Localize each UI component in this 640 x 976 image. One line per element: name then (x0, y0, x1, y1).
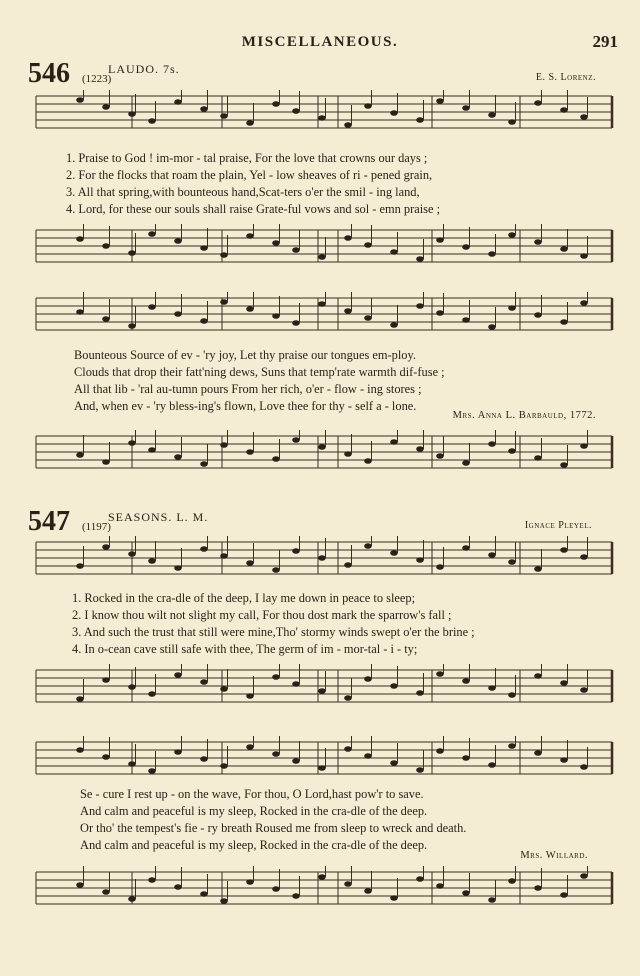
notehead (534, 455, 542, 461)
notehead (318, 765, 326, 771)
notehead (148, 231, 156, 237)
notehead (76, 747, 84, 753)
notehead (76, 882, 84, 888)
notehead (102, 677, 110, 683)
notehead (128, 551, 136, 557)
hymn-alt-number: (1197) (82, 521, 111, 533)
notehead (462, 317, 470, 323)
notehead (200, 245, 208, 251)
notehead (344, 746, 352, 752)
notehead (580, 300, 588, 306)
notehead (364, 103, 372, 109)
verse-line: Bounteous Source of ev - 'ry joy, Let thy praise our tongues em-ploy. (74, 348, 416, 362)
notehead (580, 554, 588, 560)
verse-line: 4. In o-cean cave still safe with thee, The germ of im - mor-tal - i - ty; (72, 642, 418, 656)
notehead (508, 448, 516, 454)
notehead (174, 672, 182, 678)
notehead (508, 119, 516, 125)
notehead (416, 256, 424, 262)
notehead (508, 305, 516, 311)
notehead (390, 550, 398, 556)
verse-line: 3. All that spring,with bounteous hand,Scat-ters o'er the smil - ing land, (66, 185, 420, 199)
notehead (462, 678, 470, 684)
notehead (272, 313, 280, 319)
notehead (580, 443, 588, 449)
notehead (462, 460, 470, 466)
author-credit: Mrs. Anna L. Barbauld, 1772. (452, 410, 596, 421)
notehead (534, 673, 542, 679)
notehead (102, 243, 110, 249)
notehead (246, 693, 254, 699)
notehead (102, 104, 110, 110)
verse-line: 1. Rocked in the cra-dle of the deep, I lay me down in peace to sleep; (72, 591, 416, 605)
notehead (148, 304, 156, 310)
notehead (488, 112, 496, 118)
notehead (416, 767, 424, 773)
notehead (364, 753, 372, 759)
treble-staff (0, 736, 640, 791)
notehead (174, 238, 182, 244)
verse-line: 4. Lord, for these our souls shall raise Grate-ful vows and sol - emn praise ; (66, 202, 441, 216)
notehead (390, 683, 398, 689)
hymn-number: 547 (28, 506, 70, 537)
notehead (148, 691, 156, 697)
notehead (390, 760, 398, 766)
notehead (128, 250, 136, 256)
treble-staff (0, 90, 640, 150)
notehead (102, 544, 110, 550)
notehead (364, 543, 372, 549)
notehead (318, 555, 326, 561)
notehead (148, 768, 156, 774)
notehead (292, 548, 300, 554)
notehead (292, 108, 300, 114)
notehead (390, 439, 398, 445)
notehead (436, 671, 444, 677)
notehead (272, 456, 280, 462)
notehead (580, 114, 588, 120)
notehead (436, 564, 444, 570)
notehead (148, 118, 156, 124)
notehead (220, 252, 228, 258)
notehead (344, 451, 352, 457)
notehead (436, 98, 444, 104)
notehead (272, 886, 280, 892)
notehead (416, 117, 424, 123)
notehead (344, 881, 352, 887)
bass-staff (0, 866, 640, 916)
notehead (488, 251, 496, 257)
notehead (128, 323, 136, 329)
verse-line: And calm and peaceful is my sleep, Rocked in the cra-dle of the deep. (80, 838, 428, 852)
notehead (416, 446, 424, 452)
notehead (76, 452, 84, 458)
notehead (390, 895, 398, 901)
notehead (200, 318, 208, 324)
notehead (102, 316, 110, 322)
notehead (364, 888, 372, 894)
bass-staff (0, 664, 640, 714)
notehead (534, 312, 542, 318)
hymn-alt-number: (1223) (82, 73, 112, 85)
notehead (292, 758, 300, 764)
bass-staff (0, 430, 640, 480)
notehead (246, 560, 254, 566)
verse-line: 2. I know thou wilt not slight my call, For thou dost mark the sparrow's fall ; (72, 608, 452, 622)
notehead (534, 566, 542, 572)
composer-credit: E. S. Lorenz. (535, 72, 596, 83)
notehead (560, 547, 568, 553)
notehead (534, 750, 542, 756)
notehead (200, 546, 208, 552)
verse-line: All that lib - 'ral au-tumn pours From her rich, o'er - flow - ing stores ; (74, 382, 422, 396)
notehead (344, 695, 352, 701)
notehead (246, 744, 254, 750)
notehead (416, 690, 424, 696)
notehead (200, 679, 208, 685)
notehead (292, 893, 300, 899)
notehead (508, 232, 516, 238)
notehead (462, 244, 470, 250)
notehead (246, 306, 254, 312)
notehead (318, 115, 326, 121)
hymn-number: 546 (28, 58, 70, 89)
notehead (344, 235, 352, 241)
notehead (220, 686, 228, 692)
notehead (76, 696, 84, 702)
author-credit: Mrs. Willard. (520, 850, 588, 861)
tune-name: SEASONS. L. M. (108, 510, 209, 524)
notehead (246, 233, 254, 239)
notehead (560, 462, 568, 468)
notehead (200, 756, 208, 762)
notehead (560, 892, 568, 898)
notehead (416, 557, 424, 563)
notehead (364, 676, 372, 682)
notehead (76, 97, 84, 103)
notehead (102, 889, 110, 895)
notehead (220, 113, 228, 119)
notehead (364, 315, 372, 321)
notehead (128, 761, 136, 767)
treble-staff (0, 292, 640, 347)
notehead (246, 449, 254, 455)
notehead (318, 688, 326, 694)
verse-line: And calm and peaceful is my sleep, Rocked in the cra-dle of the deep. (80, 804, 428, 818)
notehead (220, 763, 228, 769)
notehead (220, 898, 228, 904)
notehead (390, 249, 398, 255)
notehead (508, 692, 516, 698)
notehead (560, 757, 568, 763)
notehead (174, 565, 182, 571)
notehead (200, 891, 208, 897)
tune-name: LAUDO. 7s. (108, 62, 180, 76)
notehead (534, 239, 542, 245)
notehead (462, 890, 470, 896)
notehead (436, 883, 444, 889)
verse-line: Or tho' the tempest's fie - ry breath Roused me from sleep to wreck and death. (80, 821, 467, 835)
notehead (488, 685, 496, 691)
notehead (76, 309, 84, 315)
notehead (272, 240, 280, 246)
notehead (390, 322, 398, 328)
notehead (292, 437, 300, 443)
verse-line: 2. For the flocks that roam the plain, Yel - low sheaves of ri - pened grain, (66, 168, 433, 182)
notehead (174, 99, 182, 105)
notehead (436, 748, 444, 754)
page-number: 291 (592, 32, 618, 51)
notehead (462, 755, 470, 761)
notehead (128, 896, 136, 902)
notehead (200, 461, 208, 467)
notehead (128, 111, 136, 117)
notehead (76, 236, 84, 242)
notehead (200, 106, 208, 112)
verse-line: And, when ev - 'ry bless-ing's flown, Love thee for thy - self a - lone. (74, 399, 417, 413)
notehead (416, 876, 424, 882)
notehead (580, 764, 588, 770)
verse-line: Se - cure I rest up - on the wave, For thou, O Lord,hast pow'r to save. (80, 787, 424, 801)
notehead (272, 101, 280, 107)
notehead (364, 242, 372, 248)
notehead (580, 253, 588, 259)
notehead (488, 762, 496, 768)
notehead (174, 884, 182, 890)
notehead (534, 885, 542, 891)
notehead (220, 442, 228, 448)
notehead (488, 897, 496, 903)
notehead (436, 237, 444, 243)
notehead (560, 107, 568, 113)
verse-line: 3. And such the trust that still were mine,Tho' stormy winds swept o'er the brine ; (72, 625, 475, 639)
notehead (102, 459, 110, 465)
notehead (416, 303, 424, 309)
notehead (560, 319, 568, 325)
notehead (390, 110, 398, 116)
notehead (174, 749, 182, 755)
treble-staff (0, 536, 640, 596)
notehead (292, 681, 300, 687)
notehead (560, 680, 568, 686)
notehead (76, 563, 84, 569)
notehead (534, 100, 542, 106)
verse-line: 1. Praise to God ! im-mor - tal praise, For the love that crowns our days ; (66, 151, 428, 165)
notehead (148, 558, 156, 564)
notehead (508, 878, 516, 884)
notehead (580, 873, 588, 879)
notehead (488, 324, 496, 330)
notehead (344, 308, 352, 314)
notehead (102, 754, 110, 760)
notehead (148, 877, 156, 883)
notehead (220, 299, 228, 305)
notehead (318, 301, 326, 307)
notehead (174, 454, 182, 460)
notehead (272, 567, 280, 573)
notehead (246, 120, 254, 126)
notehead (560, 246, 568, 252)
notehead (344, 562, 352, 568)
notehead (318, 254, 326, 260)
notehead (174, 311, 182, 317)
notehead (462, 545, 470, 551)
notehead (344, 122, 352, 128)
notehead (488, 441, 496, 447)
verse-line: Clouds that drop their fatt'ning dews, Suns that temp'rate warmth dif-fuse ; (74, 365, 445, 379)
notehead (318, 874, 326, 880)
notehead (272, 674, 280, 680)
notehead (148, 447, 156, 453)
bass-staff (0, 224, 640, 274)
notehead (128, 684, 136, 690)
notehead (436, 453, 444, 459)
notehead (488, 552, 496, 558)
notehead (508, 743, 516, 749)
notehead (462, 105, 470, 111)
composer-credit: Ignace Pleyel. (524, 520, 592, 531)
running-head: MISCELLANEOUS. (241, 34, 399, 50)
notehead (508, 559, 516, 565)
notehead (128, 440, 136, 446)
notehead (292, 247, 300, 253)
notehead (318, 444, 326, 450)
notehead (580, 687, 588, 693)
notehead (436, 310, 444, 316)
notehead (272, 751, 280, 757)
notehead (220, 553, 228, 559)
notehead (246, 879, 254, 885)
notehead (364, 458, 372, 464)
notehead (292, 320, 300, 326)
